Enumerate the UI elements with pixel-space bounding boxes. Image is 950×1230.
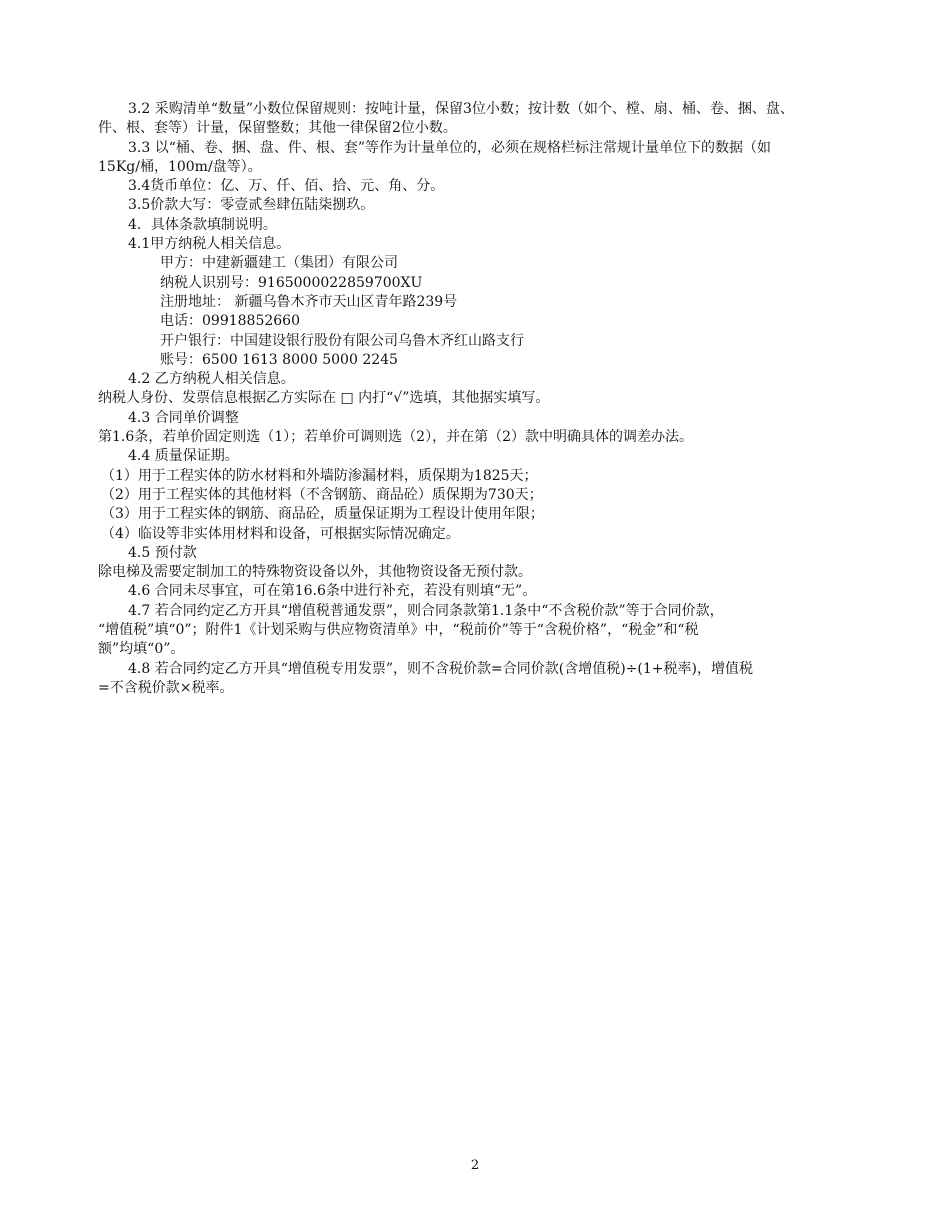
party-a-name: 甲方：中建新疆建工（集团）有限公司	[160, 255, 398, 272]
clause-4-5-text: 除电梯及需要定制加工的特殊物资设备以外，其他物资设备无预付款。	[98, 564, 532, 581]
party-a-account: 账号：6500 1613 8000 5000 2245	[160, 351, 398, 368]
clause-4-8-line-2: =不含税价款×税率。	[98, 679, 234, 696]
section-4-heading: 4．具体条款填制说明。	[128, 216, 277, 233]
warranty-item-4: （4）临设等非实体用材料和设备，可根据实际情况确定。	[101, 525, 460, 542]
clause-4-3-heading: 4.3 合同单价调整	[128, 409, 239, 426]
clause-3-2-line-1: 3.2 采购清单“数量”小数位保留规则：按吨计量，保留3位小数；按计数（如个、樘、扇、桶、卷、捆、盘、	[128, 101, 794, 117]
clause-4-3-text: 第1.6条，若单价固定则选（1）；若单价可调则选（2），并在第（2）款中明确具体的调差办法。	[98, 429, 693, 446]
clause-4-6: 4.6 合同未尽事宜，可在第16.6条中进行补充，若没有则填“无”。	[128, 583, 537, 600]
clause-3-3-line-1: 3.3 以“桶、卷、捆、盘、件、根、套”等作为计量单位的，必须在规格栏标注常规计量单位下的数据（如	[128, 139, 772, 156]
document-body	[98, 100, 858, 698]
party-a-address: 注册地址： 新疆乌鲁木齐市天山区青年路239号	[160, 293, 458, 310]
clause-4-7-line-2: “增值税”填“0”；附件1《计划采购与供应物资清单》中，“税前价”等于“含税价格”，“税金”和“税	[98, 622, 699, 639]
party-a-bank: 开户银行：中国建设银行股份有限公司乌鲁木齐红山路支行	[160, 332, 524, 349]
clause-4-5-heading: 4.5 预付款	[128, 544, 197, 561]
page-number: 2	[470, 1158, 480, 1173]
warranty-item-1: （1）用于工程实体的防水材料和外墙防渗漏材料，质保期为1825天；	[101, 467, 538, 484]
clause-3-3-line-2: 15Kg/桶，100m/盘等）。	[98, 158, 262, 175]
clause-4-7-line-1: 4.7 若合同约定乙方开具“增值税普通发票”，则合同条款第1.1条中“不含税价款”等于合同价款，	[128, 602, 724, 619]
clause-4-8-line-1: 4.8 若合同约定乙方开具“增值税专用发票”，则不含税价款=合同价款(含增值税)÷(1+税率)，增值税	[128, 660, 753, 677]
clause-3-5: 3.5价款大写：零壹贰叁肆伍陆柒捌玖。	[128, 197, 375, 214]
clause-4-2-heading: 4.2 乙方纳税人相关信息。	[128, 371, 295, 388]
clause-4-2-text: 纳税人身份、发票信息根据乙方实际在 □ 内打“√”选填，其他据实填写。	[98, 390, 550, 407]
clause-4-1-heading: 4.1甲方纳税人相关信息。	[128, 236, 291, 253]
warranty-item-2: （2）用于工程实体的其他材料（不含钢筋、商品砼）质保期为730天；	[101, 486, 543, 503]
clause-3-2-line-2: 件、根、套等）计量，保留整数；其他一律保留2位小数。	[98, 120, 457, 137]
warranty-item-3: （3）用于工程实体的钢筋、商品砼，质量保证期为工程设计使用年限；	[101, 506, 544, 523]
clause-4-7-line-3: 额”均填“0”。	[98, 641, 185, 658]
clause-4-4-heading: 4.4 质量保证期。	[128, 448, 239, 465]
party-a-tax-id: 纳税人识别号：9165000022859700XU	[160, 274, 423, 291]
clause-3-4: 3.4货币单位：亿、万、仟、佰、拾、元、角、分。	[128, 178, 445, 195]
party-a-phone: 电话：09918852660	[160, 313, 300, 330]
